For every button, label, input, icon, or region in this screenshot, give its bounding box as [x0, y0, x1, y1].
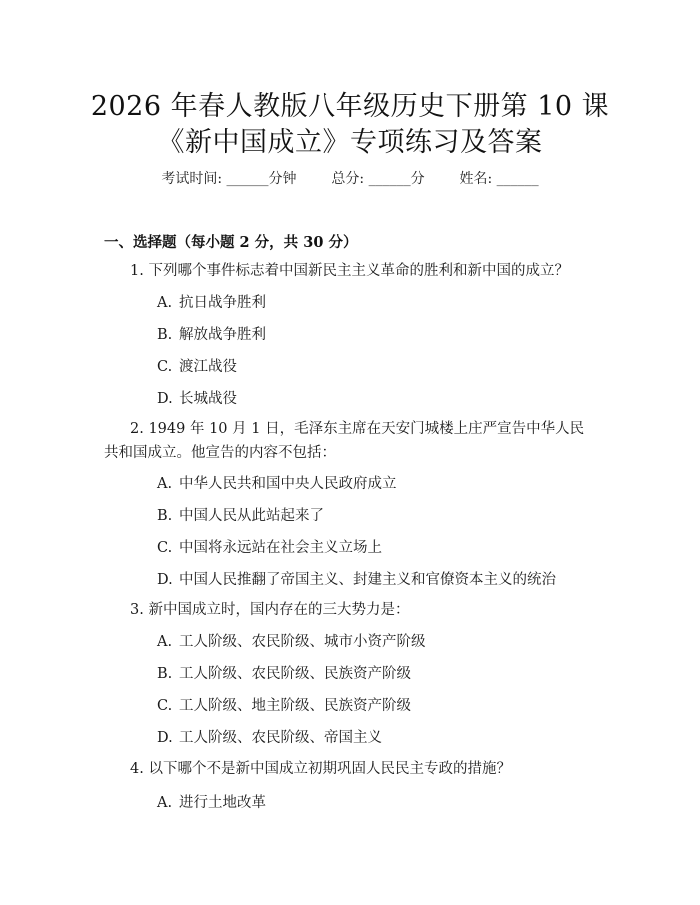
- question-3: 3. 新中国成立时，国内存在的三大势力是：: [130, 602, 410, 618]
- option-text: 长城战役: [179, 391, 237, 407]
- option-key: C.: [157, 698, 173, 714]
- q2-option-c: [157, 536, 382, 557]
- q1-option-b: [157, 323, 266, 344]
- option-text: 渡江战役: [179, 359, 237, 375]
- name-field: 姓名: ______: [459, 171, 539, 187]
- option-text: 工人阶级、农民阶级、帝国主义: [179, 730, 382, 746]
- option-text: 中国人民从此站起来了: [179, 508, 324, 524]
- question-1: 1. 下列哪个事件标志着中国新民主主义革命的胜利和新中国的成立？: [130, 263, 569, 279]
- question-4: 4. 以下哪个不是新中国成立初期巩固人民民主专政的措施？: [130, 761, 511, 777]
- option-text: 中华人民共和国中央人民政府成立: [179, 476, 397, 492]
- q4-option-a: [157, 791, 266, 812]
- option-key: B.: [157, 508, 173, 524]
- option-text: 工人阶级、农民阶级、民族资产阶级: [179, 666, 411, 682]
- option-key: D.: [157, 572, 173, 588]
- option-key: A.: [157, 295, 173, 311]
- option-key: D.: [157, 730, 173, 746]
- option-text: 抗日战争胜利: [179, 295, 266, 311]
- q2-option-b: [157, 504, 324, 525]
- option-key: A.: [157, 634, 173, 650]
- option-text: 中国人民推翻了帝国主义、封建主义和官僚资本主义的统治: [179, 572, 556, 588]
- option-key: A.: [157, 476, 173, 492]
- question-2: 2. 1949 年 10 月 1 日，毛泽东主席在天安门城楼上庄严宣告中华人民共和国成立。他宣告的内容不包括：: [104, 421, 585, 461]
- document-title-line2: 《新中国成立》专项练习及答案: [157, 127, 543, 158]
- q1-option-a: [157, 291, 266, 312]
- q2-option-a: [157, 472, 397, 493]
- option-key: B.: [157, 327, 173, 343]
- option-text: 解放战争胜利: [179, 327, 266, 343]
- document-title-line1: 2026 年春人教版八年级历史下册第 10 课: [90, 91, 610, 122]
- option-text: 进行土地改革: [179, 795, 266, 811]
- q3-option-a: [157, 630, 426, 651]
- option-key: D.: [157, 391, 173, 407]
- q1-option-d: [157, 387, 237, 408]
- option-text: 工人阶级、地主阶级、民族资产阶级: [179, 698, 411, 714]
- option-key: A.: [157, 795, 173, 811]
- q3-option-d: [157, 726, 382, 747]
- option-key: C.: [157, 359, 173, 375]
- q2-option-d: [157, 568, 556, 589]
- q3-option-c: [157, 694, 411, 715]
- total-score-field: 总分: ______分: [331, 171, 425, 187]
- q1-option-c: [157, 355, 237, 376]
- exam-time-field: 考试时间: ______分钟: [161, 171, 297, 187]
- option-key: B.: [157, 666, 173, 682]
- option-text: 中国将永远站在社会主义立场上: [179, 540, 382, 556]
- option-key: C.: [157, 540, 173, 556]
- section-heading: 一、选择题（每小题 2 分，共 30 分）: [104, 234, 358, 251]
- exam-info-line: [0, 168, 700, 188]
- option-text: 工人阶级、农民阶级、城市小资产阶级: [179, 634, 426, 650]
- q3-option-b: [157, 662, 411, 683]
